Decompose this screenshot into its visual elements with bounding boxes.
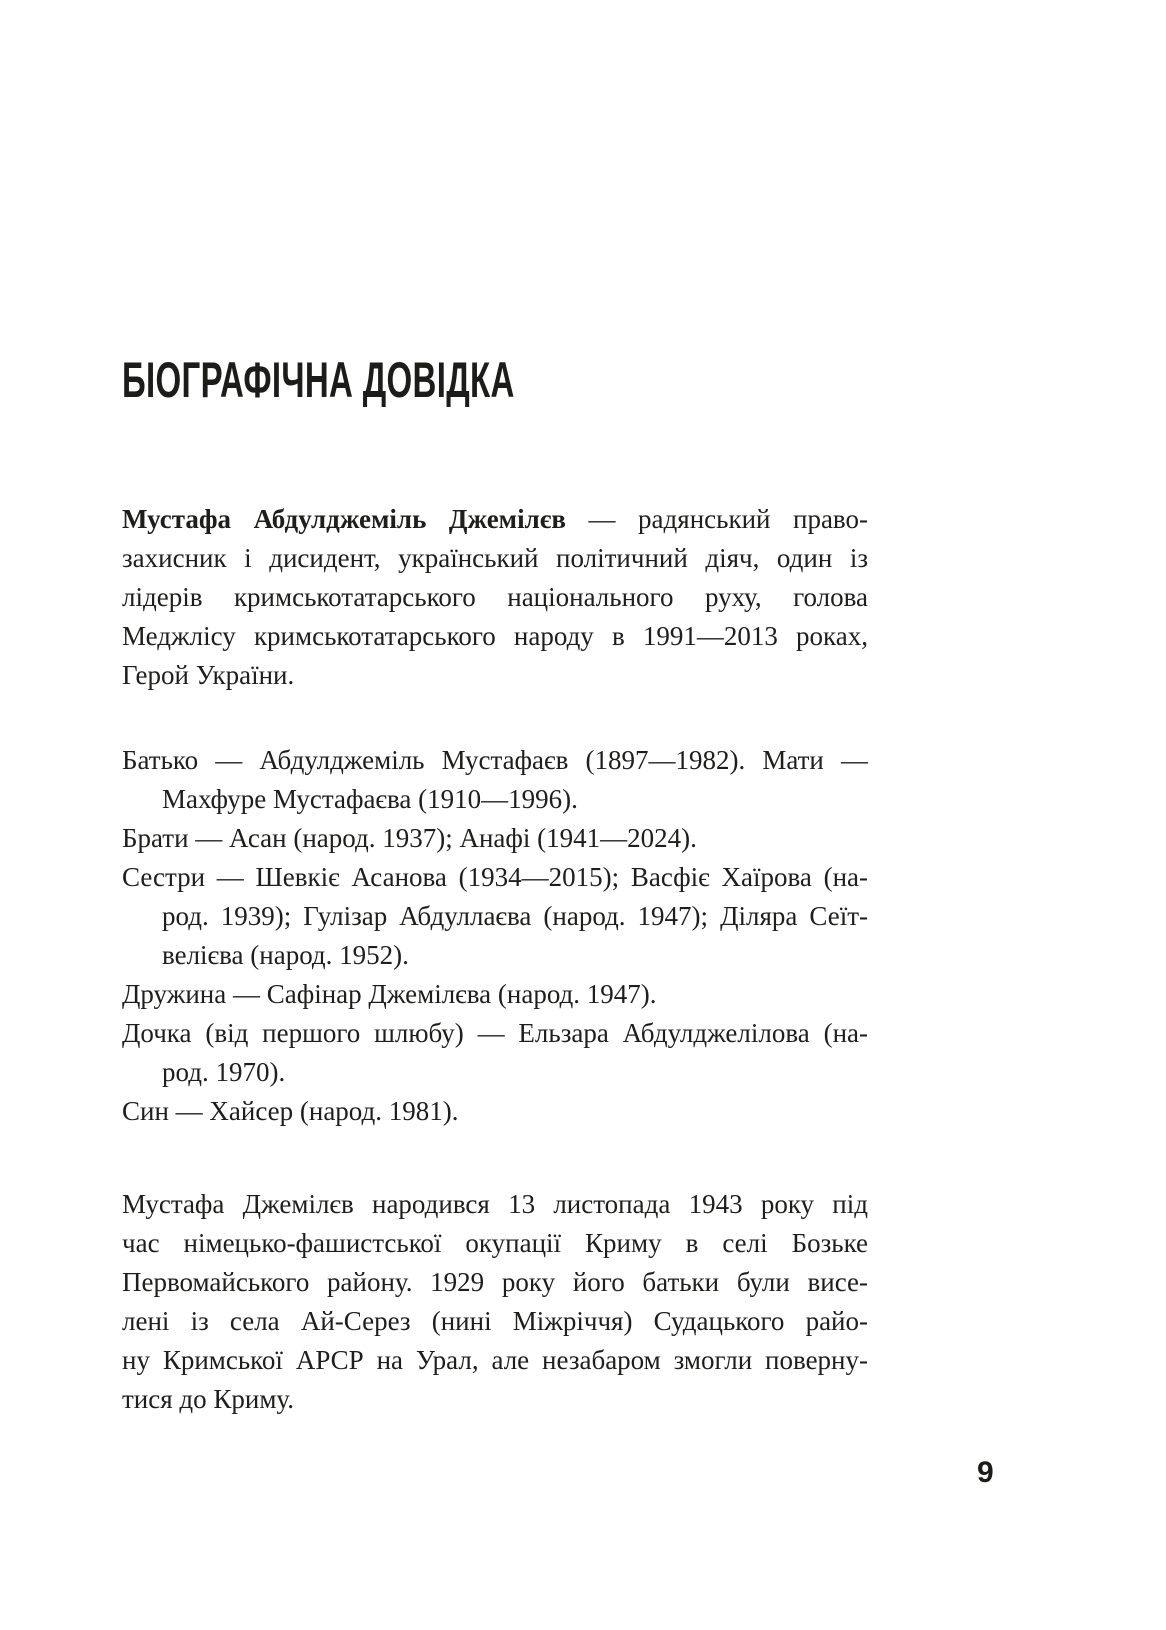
- text-line: лідерів кримськотатарського національного руху, голова: [122, 582, 868, 612]
- text-line: род. 1939); Гулізар Абдуллаєва (народ. 1947); Діляра Сеїт-: [162, 901, 868, 931]
- text-line: Первомайського району. 1929 року його батьки були висе-: [122, 1267, 868, 1297]
- text-line: лені із села Ай-Серез (нині Міжріччя) Судацького райо-: [122, 1306, 868, 1336]
- text-line: Брати — Асан (народ. 1937); Анафі (1941—2024).: [122, 823, 697, 853]
- birth-paragraph: [122, 1185, 868, 1419]
- intro-paragraph: [122, 500, 868, 695]
- text-line: тися до Криму.: [122, 1384, 294, 1414]
- chapter-heading: БІОГРАФІЧНА ДОВІДКА: [122, 351, 515, 408]
- text-line: род. 1970).: [162, 1057, 286, 1087]
- text-line: Сестри — Шевкіє Асанова (1934—2015); Васфіє Хаїрова (на-: [122, 862, 868, 892]
- text-line: Син — Хайсер (народ. 1981).: [122, 1096, 459, 1126]
- family-entry-son: [122, 1092, 868, 1131]
- text-line: [122, 500, 868, 539]
- text-line: Дружина — Сафінар Джемілєва (народ. 1947).: [122, 979, 657, 1009]
- text-line: Махфуре Мустафаєва (1910—1996).: [162, 784, 578, 814]
- text-line: захисник і дисидент, український політичний діяч, один із: [122, 543, 868, 573]
- family-entry-sisters: [122, 858, 868, 975]
- person-name-bold: Мустафа Абдулджеміль Джемілєв: [122, 504, 566, 534]
- family-entry-wife: [122, 975, 868, 1014]
- page-number: 9: [977, 1456, 994, 1489]
- text-line: Дочка (від першого шлюбу) — Ельзара Абдулджелілова (на-: [122, 1018, 868, 1048]
- family-list: [122, 741, 868, 1131]
- text-line: велієва (народ. 1952).: [162, 940, 409, 970]
- text-segment: — радянський право-: [565, 504, 868, 534]
- text-line: ну Кримської АРСР на Урал, але незабаром змогли поверну-: [122, 1345, 868, 1375]
- text-line: час німецько-фашистської окупації Криму в селі Бозьке: [122, 1228, 868, 1258]
- family-entry-daughter: [122, 1014, 868, 1092]
- text-line: Мустафа Джемілєв народився 13 листопада 1943 року під: [122, 1189, 868, 1219]
- text-line: Герой України.: [122, 660, 295, 690]
- family-entry-brothers: [122, 819, 868, 858]
- text-line: Меджлісу кримськотатарського народу в 1991—2013 роках,: [122, 621, 868, 651]
- family-entry-parents: [122, 741, 868, 819]
- text-line: Батько — Абдулджеміль Мустафаєв (1897—1982). Мати —: [122, 745, 868, 775]
